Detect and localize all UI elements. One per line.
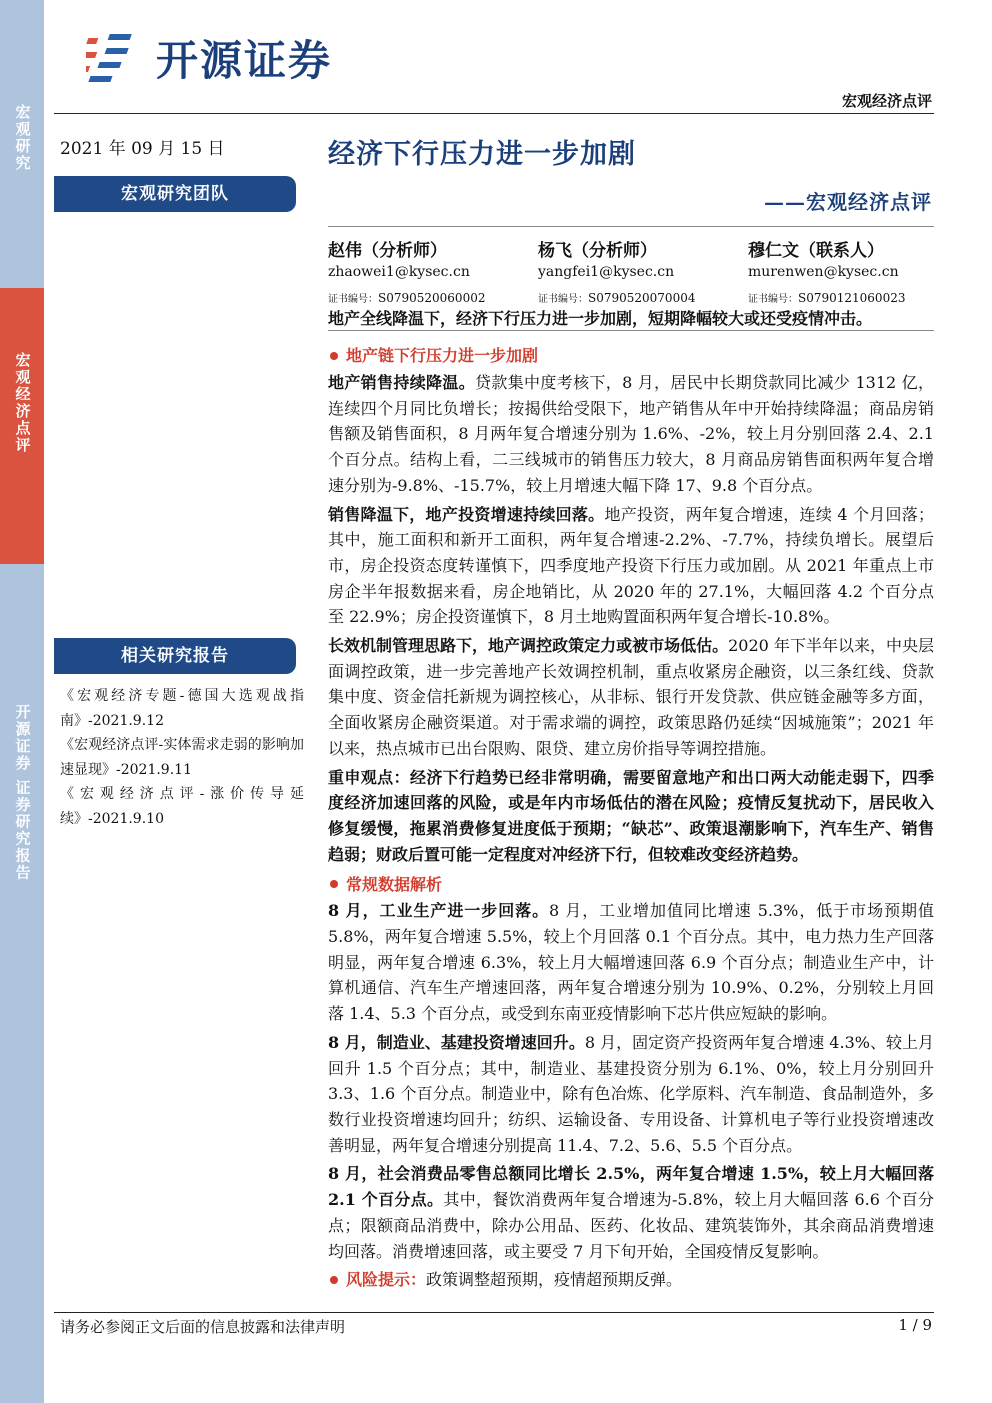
team-divider (328, 226, 934, 227)
sidebar-tab-kysec-report: 开源证券 证券研究报告 (0, 564, 44, 1403)
section-heading: 常规数据解析 (328, 870, 934, 898)
left-sidebar (0, 0, 44, 1403)
report-date: 2021 年 09 月 15 日 (60, 139, 225, 159)
body-paragraph-key-view: 重申观点：经济下行趋势已经非常明确，需要留意地产和出口两大动能走弱下，四季度经济加速回落的风险，或是年内市场低估的潜在风险；疫情反复扰动下，居民收入修复缓慢，拖累消费修复进度低于预期；“缺芯”、政策退潮影响下，汽车生产、销售趋弱；财政后置可能一定程度对冲经济下行，但较难改变经济趋势。 (328, 767, 934, 864)
team-label: 宏观研究团队 (54, 176, 296, 212)
analyst-name: 赵伟（分析师） (328, 241, 447, 261)
sidebar-tab-macro-research: 宏观研究 (0, 0, 44, 288)
related-report-link[interactable]: 《宏观经济点评-涨价传导延续》-2021.9.10 (60, 786, 304, 827)
analyst-email[interactable]: murenwen@kysec.cn (748, 264, 899, 280)
logo-mark-icon (86, 28, 146, 88)
bullet-dot-icon (330, 1276, 338, 1284)
body-paragraph: 地产销售持续降温。贷款集中度考核下，8 月，居民中长期贷款同比减少 1312 亿，连续四个月同比负增长；按揭供给受限下，地产销售从年中开始持续降温；商品房销售额及销售面积，8 月两年复合增速分别为 1.6%、-2%，较上月分别回落 2.4、2.1 个百分点。结构上看，二三线城市的销售压力较大，8 月商品房销售面积两年复合增速分别为-9.8%、-15.7%，较上月增速大幅下降 17、9.8 个百分点。 (328, 373, 934, 495)
risk-notice: 风险提示：政策调整超预期，疫情超预期反弹。 (328, 1267, 934, 1293)
footer-disclaimer: 请务必参阅正文后面的信息披露和法律声明 (60, 1318, 346, 1336)
analyst-card (748, 236, 934, 305)
brand-logo (86, 26, 332, 90)
header-divider (54, 113, 934, 114)
report-subtitle: ——宏观经济点评 (764, 190, 932, 214)
bullet-dot-icon (330, 880, 338, 888)
body-paragraph: 8 月，社会消费品零售总额同比增长 2.5%，两年复合增速 1.5%，较上月大幅回落 2.1 个百分点。其中，餐饮消费两年复合增速为-5.8%，较上月大幅回落 6.6 个百分点；限额商品消费中，除办公用品、医药、化妆品、建筑装饰外，其余商品消费增速均回落。消费增速回落，或主要受 7 月下旬开始，全国疫情反复影响。 (328, 1164, 934, 1261)
analyst-name: 杨飞（分析师） (538, 241, 657, 261)
report-title: 经济下行压力进一步加剧 (328, 139, 636, 170)
body-paragraph: 8 月，制造业、基建投资增速回升。8 月，固定资产投资两年复合增速 4.3%、较上月回升 1.5 个百分点；其中，制造业、基建投资分别为 6.1%、0%，较上月分别回升 3.3、1.6 个百分点。制造业中，除有色冶炼、化学原料、汽车制造、食品制造外，多数行业投资增速均回升；纺织、运输设备、专用设备、计算机电子等行业投资增速改善明显，两年复合增速分别提高 11.4、7.2、5.6、5.5 个百分点。 (328, 1032, 934, 1155)
analyst-cert: 证书编号：S0790121060023 (748, 291, 906, 305)
lead-divider (328, 330, 934, 331)
report-body (328, 340, 934, 1293)
analyst-email[interactable]: yangfei1@kysec.cn (538, 264, 675, 280)
report-lead-summary: 地产全线降温下，经济下行压力进一步加剧，短期降幅较大或还受疫情冲击。 (328, 309, 873, 328)
related-reports-label: 相关研究报告 (54, 638, 296, 674)
related-report-link[interactable]: 《宏观经济点评-实体需求走弱的影响加速显现》-2021.9.11 (60, 737, 304, 778)
section-heading: 地产链下行压力进一步加剧 (328, 342, 934, 370)
footer-divider (54, 1312, 934, 1313)
analyst-cert: 证书编号：S0790520070004 (538, 291, 696, 305)
body-paragraph: 销售降温下，地产投资增速持续回落。地产投资，两年复合增速，连续 4 个月回落；其中，施工面积和新开工面积，两年复合增速-2.2%、-7.7%，持续负增长。展望后市，房企投资态度转谨慎下，四季度地产投资下行压力或加剧。从 2021 年重点上市房企半年报数据来看，房企地销比，从 2020 年的 27.1%，大幅回落 4.2 个百分点至 22.9%；房企投资谨慎下，8 月土地购置面积两年复合增长-10.8%。 (328, 504, 934, 627)
brand-name: 开源证券 (156, 36, 333, 85)
analyst-card (538, 236, 748, 305)
analyst-card (328, 236, 538, 305)
page-number: 1 / 9 (898, 1316, 932, 1334)
analyst-name: 穆仁文（联系人） (748, 241, 884, 261)
bullet-dot-icon (330, 352, 338, 360)
body-paragraph: 长效机制管理思路下，地产调控政策定力或被市场低估。2020 年下半年以来，中央层面调控政策，进一步完善地产长效调控机制，重点收紧房企融资，以三条红线、贷款集中度、资金信托新规为调控核心，从非标、银行开发贷款、供应链金融等多方面，全面收紧房企融资渠道。对于需求端的调控，政策思路仍延续“因城施策”；2021 年以来，热点城市已出台限购、限贷、建立房价指导等调控措施。 (328, 636, 934, 758)
header-category: 宏观经济点评 (841, 92, 932, 110)
related-report-link[interactable]: 《宏观经济专题-德国大选观战指南》-2021.9.12 (60, 688, 304, 729)
analyst-cert: 证书编号：S0790520060002 (328, 291, 486, 305)
body-paragraph: 8 月，工业生产进一步回落。8 月，工业增加值同比增速 5.3%，低于市场预期值 5.8%，两年复合增速 5.5%，较上个月回落 0.1 个百分点。其中，电力热力生产回落明显，两年复合增速 6.3%，较上月大幅增速回落 6.9 个百分点；制造业生产中，计算机通信、汽车生产增速回落，两年复合增速分别为 10.9%、0.2%，分别较上月回落 1.4、5.3 个百分点，或受到东南亚疫情影响下芯片供应短缺的影响。 (328, 901, 934, 1024)
related-reports-list (60, 684, 304, 831)
analyst-list (328, 236, 934, 305)
sidebar-tab-macro-review: 宏观经济点评 (0, 288, 44, 564)
analyst-email[interactable]: zhaowei1@kysec.cn (328, 264, 470, 280)
